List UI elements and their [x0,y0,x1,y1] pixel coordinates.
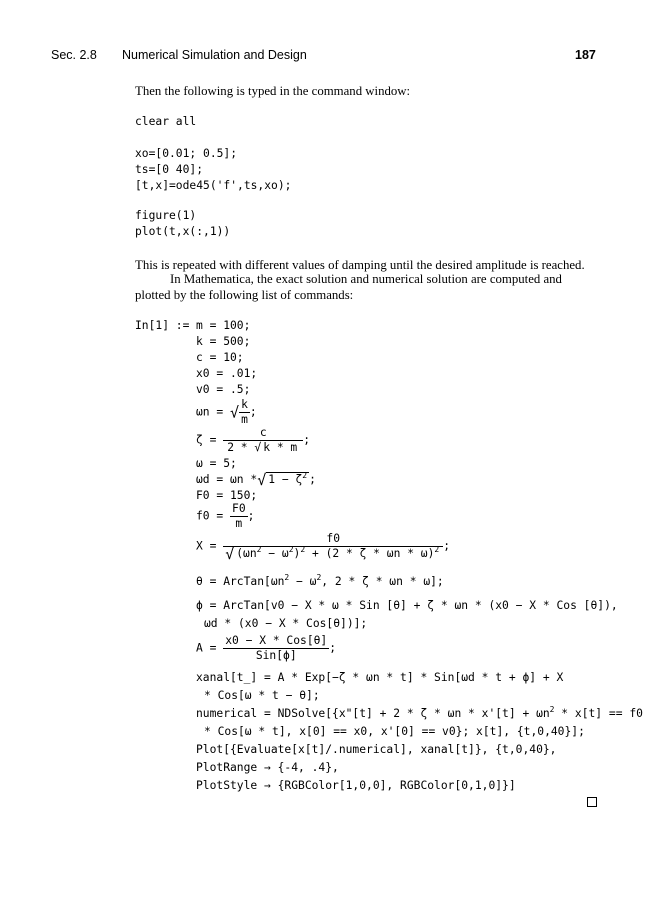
omega-d-lhs: ωd = ωn * [196,473,258,486]
paragraph-mathematica-line2: plotted by the following list of commands: [135,288,354,302]
paragraph-mathematica-line1: In Mathematica, the exact solution and numerical solution are computed and [170,272,562,286]
exponent: 2 [300,545,306,554]
A-lhs: A = [196,641,217,655]
radical-sign: √ [254,441,262,454]
mm-natural-frequency [196,398,257,427]
radicand [234,546,441,560]
fraction-denominator: m [241,413,248,426]
semicolon: ; [329,641,337,655]
matlab-line-xo: xo=[0.01; 0.5]; [135,147,238,160]
exponent: 2 [288,545,294,554]
matlab-line-plot: plot(t,x(:,1)) [135,225,231,238]
numerical-part-b: * x[t] == f0 [554,707,643,720]
theta-b: − ω [289,575,317,588]
intro-text: Then the following is typed in the command window: [135,84,411,98]
mm-damping: c = 10; [196,351,244,364]
mm-xanal-line2: * Cos[ω * t − θ]; [204,689,320,702]
radicand-text: 1 − ζ [268,473,303,486]
den-part-a: (ωn [236,547,257,560]
mm-amplitude-A [196,634,336,663]
mm-damped-frequency [196,472,316,488]
exponent: 2 [434,545,440,554]
fraction-f0 [230,502,248,531]
mm-theta [196,574,444,590]
radicand: k * m [263,441,298,454]
fraction-numerator: k [241,398,248,411]
mm-numerical-line2: * Cos[ω * t], x[0] == x0, x'[0] == v0}; x[t], {t,0,40}]; [204,725,585,738]
X-lhs: X = [196,539,217,553]
fraction-denominator [223,546,443,561]
mm-plot-line1: Plot[{Evaluate[x[t]/.numerical], xanal[t]}, {t,0,40}, [196,743,557,756]
two-times: 2 * [227,441,248,454]
mm-damping-ratio [196,426,310,455]
f0-lhs: f0 = [196,509,224,523]
mm-normalized-force [196,502,254,531]
sqrt-one-minus-zeta-sq [257,472,309,488]
end-of-example-box [587,797,597,807]
sqrt-k-over-m [230,398,250,427]
matlab-line-ode45: [t,x]=ode45('f',ts,xo); [135,179,292,192]
mm-phi-line2: ωd * (x0 − X * Cos[θ])]; [204,617,368,630]
fraction-zeta [223,426,303,455]
exponent: 2 [284,573,290,582]
page-number: 187 [575,48,596,62]
sqrt-km [254,441,299,455]
matlab-line-figure: figure(1) [135,209,197,222]
exponent: 2 [316,573,322,582]
semicolon: ; [303,433,311,447]
semicolon: ; [249,405,257,419]
omega-n-lhs: ωn = [196,405,224,419]
radical-sign: √ [225,545,235,563]
mm-v0: v0 = .5; [196,383,251,396]
radicand [266,472,309,486]
exponent: 2 [256,545,262,554]
numerical-part-a: numerical = NDSolve[{x"[t] + 2 * ζ * ωn * x'[t] + ωn [196,707,550,720]
theta-a: θ = ArcTan[ωn [196,575,285,588]
semicolon: ; [309,473,316,486]
mm-x0: x0 = .01; [196,367,258,380]
paragraph-damping: This is repeated with different values of damping until the desired amplitude is reached. [135,258,585,272]
radical-sign: √ [230,403,240,422]
section-number: Sec. 2.8 [51,48,97,62]
mm-plot-line2: PlotRange → {-4, .4}, [196,761,339,774]
fraction-numerator: x0 − X * Cos[θ] [225,634,328,647]
fraction-numerator: f0 [326,532,341,545]
exponent: 2 [549,705,555,714]
mm-steady-state-amplitude [196,532,450,561]
radical-sign: √ [257,471,267,489]
mm-force-amplitude: F0 = 150; [196,489,258,502]
den-part-c: ) [293,547,301,560]
fraction-numerator: F0 [232,502,246,515]
zeta-lhs: ζ = [196,433,217,447]
theta-c: , 2 * ζ * ωn * ω]; [321,575,444,588]
mm-xanal-line1: xanal[t_] = A * Exp[−ζ * ωn * t] * Sin[ωd * t + ϕ] + X [196,671,564,684]
matlab-line-clear: clear all [135,115,197,128]
exponent: 2 [302,471,308,480]
mathematica-prompt: In[1] := [135,319,190,332]
section-title: Numerical Simulation and Design [122,48,307,62]
fraction-denominator: m [230,516,248,531]
fraction-numerator: c [259,426,267,439]
mm-forcing-frequency: ω = 5; [196,457,237,470]
fraction-X [223,532,443,561]
mm-numerical-line1 [196,706,643,722]
fraction-k-m [239,398,250,427]
mm-mass: m = 100; [196,319,251,332]
den-part-b: − ω [261,547,289,560]
mm-stiffness: k = 500; [196,335,251,348]
mm-plot-line3: PlotStyle → {RGBColor[1,0,0], RGBColor[0,1,0]}] [196,779,516,792]
fraction-denominator: Sin[ϕ] [223,648,329,663]
fraction-denominator [223,440,303,455]
semicolon: ; [247,509,255,523]
sqrt-denominator [225,547,441,561]
semicolon: ; [443,539,451,553]
mm-phi-line1: ϕ = ArcTan[v0 − X * ω * Sin [θ] + ζ * ωn * (x0 − X * Cos [θ]), [196,599,618,612]
matlab-line-ts: ts=[0 40]; [135,163,204,176]
den-part-d: + (2 * ζ * ωn * ω) [305,547,435,560]
fraction-A [223,634,329,663]
